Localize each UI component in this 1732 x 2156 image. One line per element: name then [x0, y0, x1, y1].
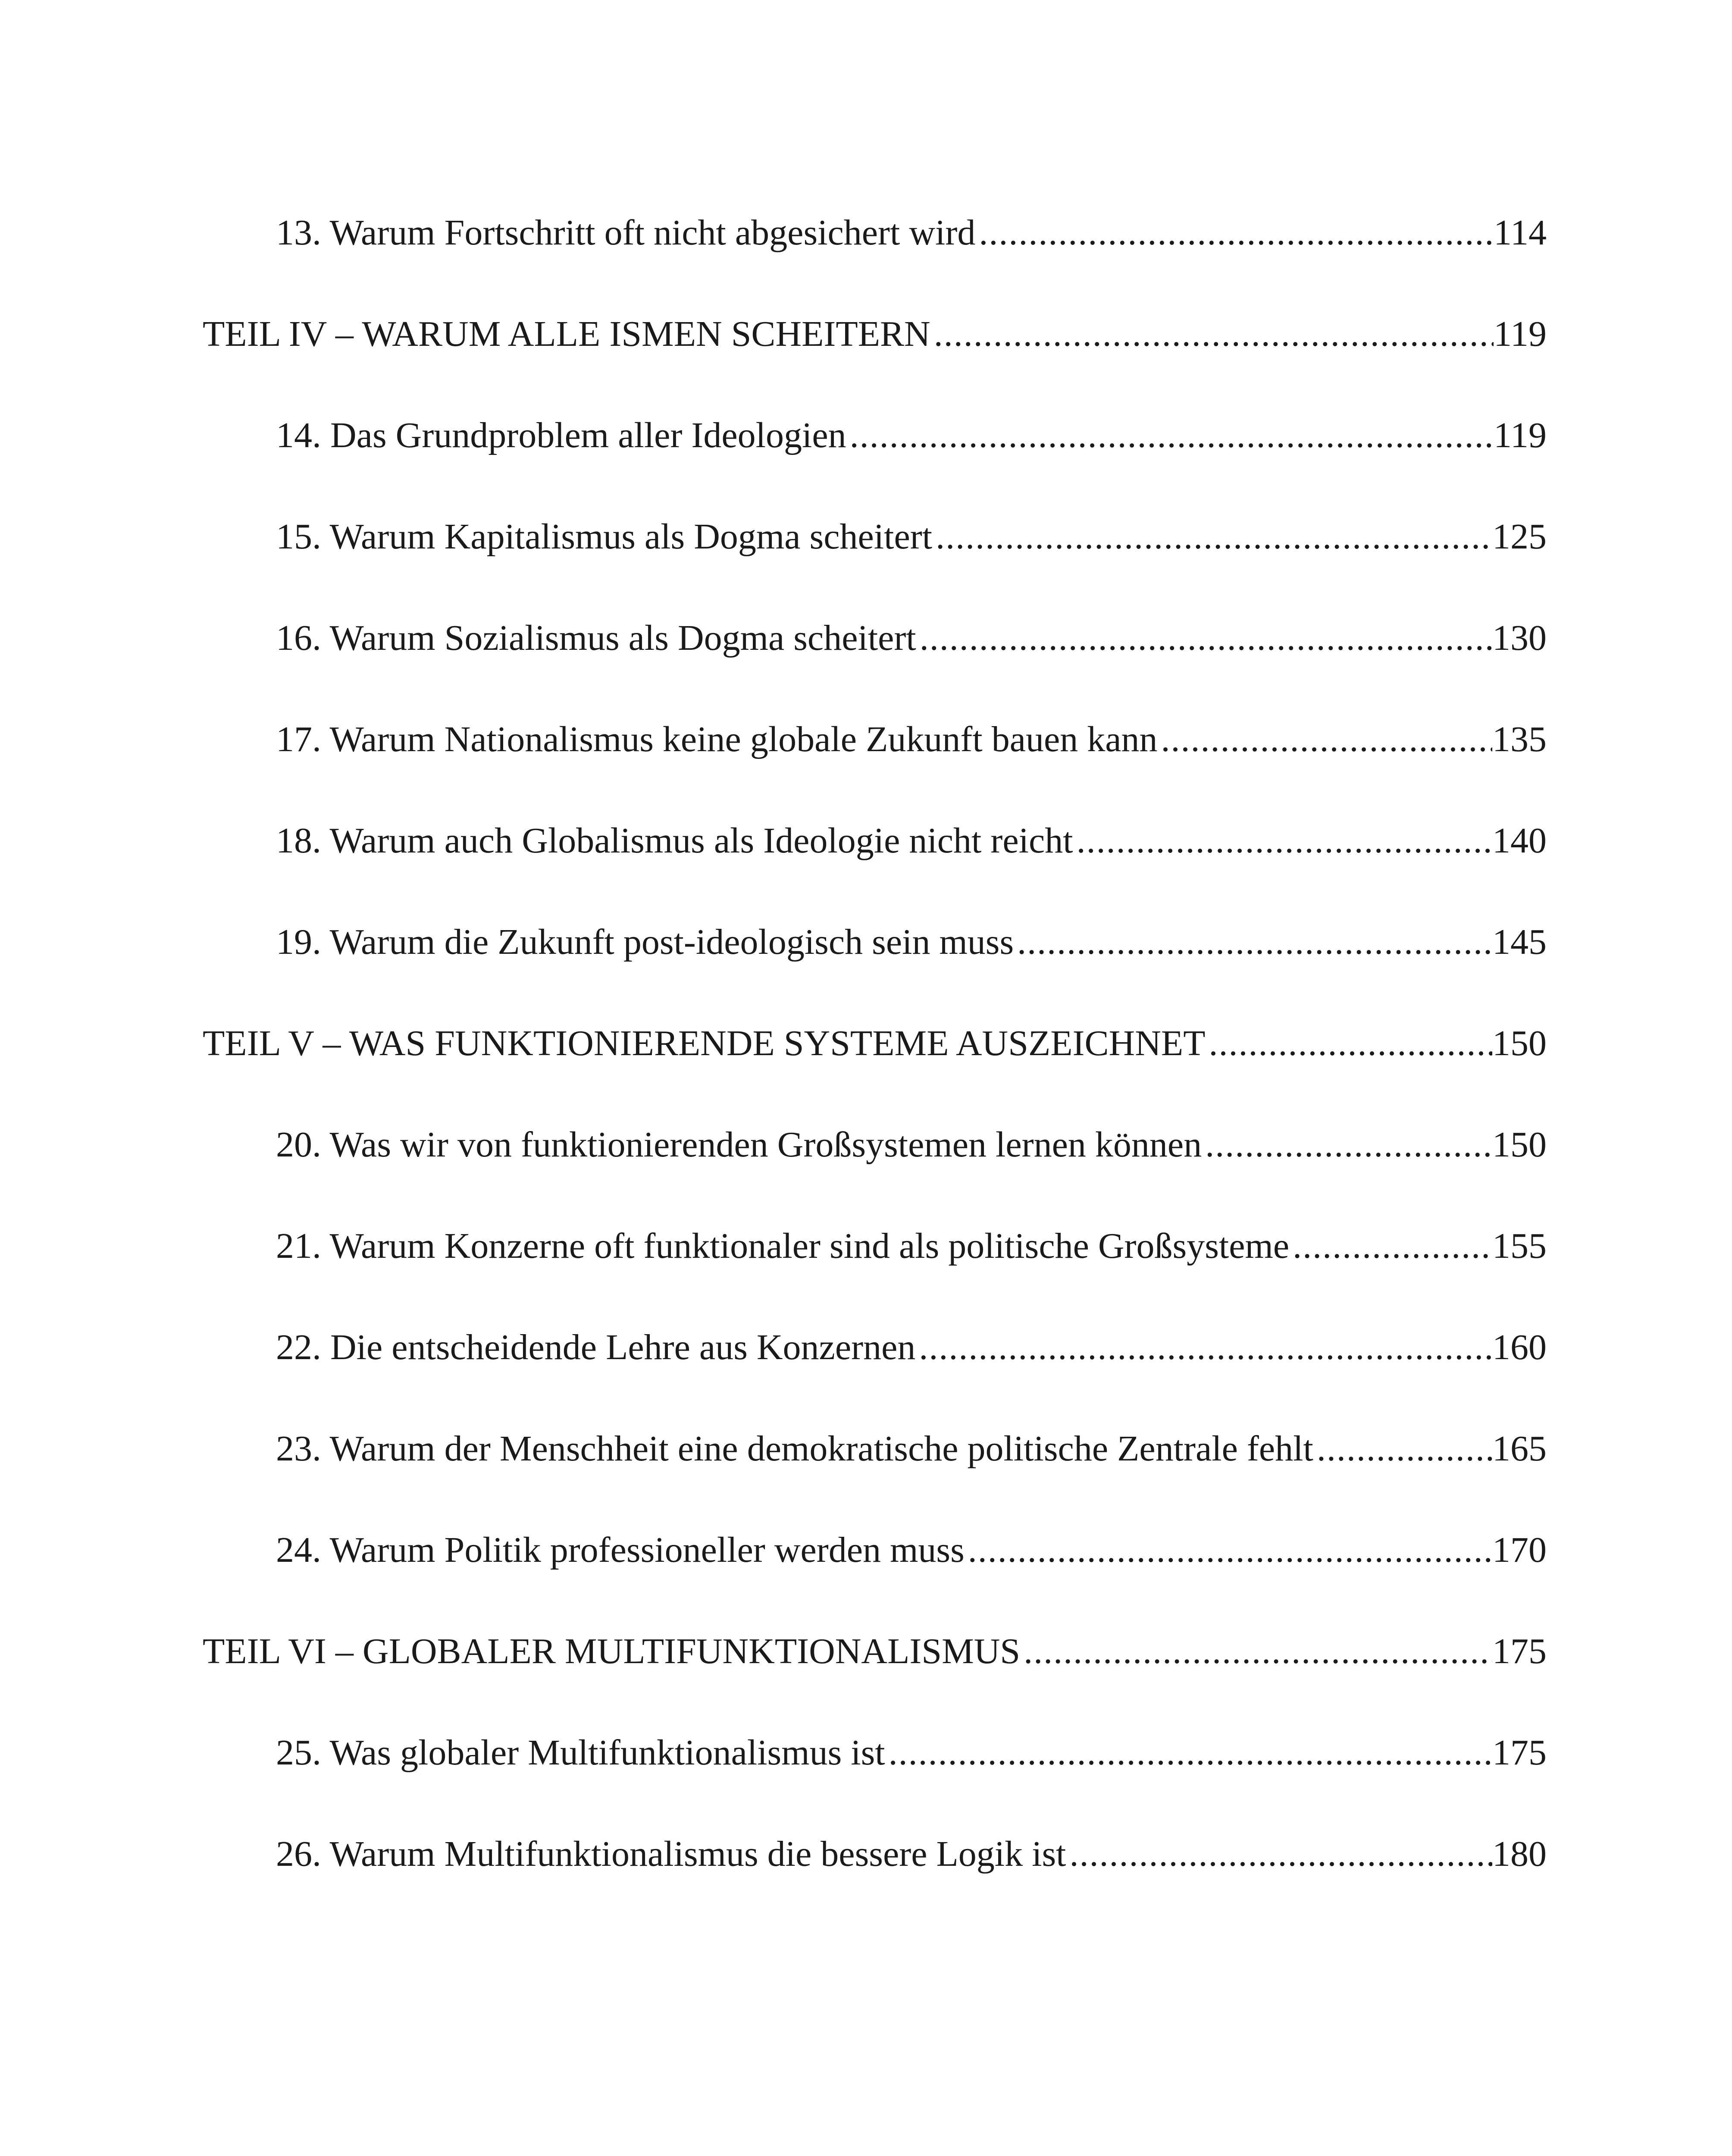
toc-page-number: 175 — [1492, 1631, 1547, 1671]
toc-dot-leader — [1209, 1018, 1492, 1069]
toc-entry-19[interactable] — [276, 916, 1547, 968]
toc-page-number: 119 — [1494, 314, 1547, 354]
toc-dot-leader — [1317, 1423, 1492, 1475]
toc-entry-title: 20. Was wir von funktionierenden Großsystemen lernen können — [276, 1125, 1202, 1165]
toc-page-number: 114 — [1494, 213, 1547, 253]
toc-entry-title: 21. Warum Konzerne oft funktionaler sind als politische Großsysteme — [276, 1226, 1290, 1266]
toc-dot-leader — [968, 1524, 1492, 1576]
toc-dot-leader — [1161, 714, 1492, 765]
toc-part-title: TEIL V – WAS FUNKTIONIERENDE SYSTEME AUSZEICHNET — [203, 1023, 1206, 1063]
toc-dot-leader — [1293, 1220, 1492, 1272]
toc-entry-title: 26. Warum Multifunktionalismus die bessere Logik ist — [276, 1834, 1066, 1874]
toc-part-vi[interactable] — [203, 1626, 1547, 1677]
toc-entry-title: 17. Warum Nationalismus keine globale Zukunft bauen kann — [276, 719, 1158, 759]
toc-entry-title: 23. Warum der Menschheit eine demokratische politische Zentrale fehlt — [276, 1429, 1313, 1469]
toc-page-number: 160 — [1492, 1327, 1547, 1367]
toc-entry-title: 18. Warum auch Globalismus als Ideologie nicht reicht — [276, 821, 1073, 861]
toc-entry-25[interactable] — [276, 1727, 1547, 1779]
toc-entry-16[interactable] — [276, 612, 1547, 664]
toc-dot-leader — [919, 1322, 1492, 1373]
toc-page-number: 130 — [1492, 618, 1547, 658]
toc-entry-23[interactable] — [276, 1423, 1547, 1475]
toc-dot-leader — [1205, 1119, 1492, 1171]
toc-entry-title: 19. Warum die Zukunft post-ideologisch sein muss — [276, 922, 1014, 962]
toc-entry-17[interactable] — [276, 714, 1547, 765]
toc-page-number: 135 — [1492, 719, 1547, 759]
toc-dot-leader — [934, 308, 1494, 360]
toc-page-number: 170 — [1492, 1530, 1547, 1570]
toc-entry-22[interactable] — [276, 1322, 1547, 1373]
toc-page-number: 155 — [1492, 1226, 1547, 1266]
toc-entry-title: 13. Warum Fortschritt oft nicht abgesichert wird — [276, 213, 976, 253]
toc-part-iv[interactable] — [203, 308, 1547, 360]
toc-part-title: TEIL VI – GLOBALER MULTIFUNKTIONALISMUS — [203, 1631, 1021, 1671]
toc-page-number: 150 — [1492, 1125, 1547, 1165]
toc-dot-leader — [920, 612, 1492, 664]
toc-dot-leader — [1070, 1828, 1493, 1880]
toc-page-number: 140 — [1492, 821, 1547, 861]
toc-page-number: 180 — [1492, 1834, 1547, 1874]
toc-page-number: 150 — [1492, 1023, 1547, 1063]
toc-entry-18[interactable] — [276, 815, 1547, 867]
toc-dot-leader — [1077, 815, 1492, 867]
toc-entry-21[interactable] — [276, 1220, 1547, 1272]
toc-entry-title: 14. Das Grundproblem aller Ideologien — [276, 415, 846, 455]
toc-entry-title: 25. Was globaler Multifunktionalismus ist — [276, 1733, 885, 1773]
toc-dot-leader — [850, 410, 1494, 461]
toc-entry-title: 24. Warum Politik professioneller werden muss — [276, 1530, 965, 1570]
toc-entry-13[interactable] — [276, 207, 1547, 259]
toc-entry-24[interactable] — [276, 1524, 1547, 1576]
toc-dot-leader — [979, 207, 1494, 259]
toc-page-number: 119 — [1494, 415, 1547, 455]
toc-page-number: 145 — [1492, 922, 1547, 962]
toc-entry-14[interactable] — [276, 410, 1547, 461]
toc-page-number: 125 — [1492, 517, 1547, 557]
toc-dot-leader — [1024, 1626, 1492, 1677]
toc-entry-20[interactable] — [276, 1119, 1547, 1171]
toc-entry-26[interactable] — [276, 1828, 1547, 1880]
toc-page-number: 175 — [1492, 1733, 1547, 1773]
toc-entry-title: 22. Die entscheidende Lehre aus Konzernen — [276, 1327, 916, 1367]
toc-page-number: 165 — [1492, 1429, 1547, 1469]
toc-entry-title: 16. Warum Sozialismus als Dogma scheitert — [276, 618, 916, 658]
toc-entry-title: 15. Warum Kapitalismus als Dogma scheitert — [276, 517, 933, 557]
toc-part-title: TEIL IV – WARUM ALLE ISMEN SCHEITERN — [203, 314, 930, 354]
toc-entry-15[interactable] — [276, 511, 1547, 563]
toc-dot-leader — [936, 511, 1492, 563]
toc-dot-leader — [889, 1727, 1492, 1779]
toc-dot-leader — [1017, 916, 1492, 968]
toc-part-v[interactable] — [203, 1018, 1547, 1069]
